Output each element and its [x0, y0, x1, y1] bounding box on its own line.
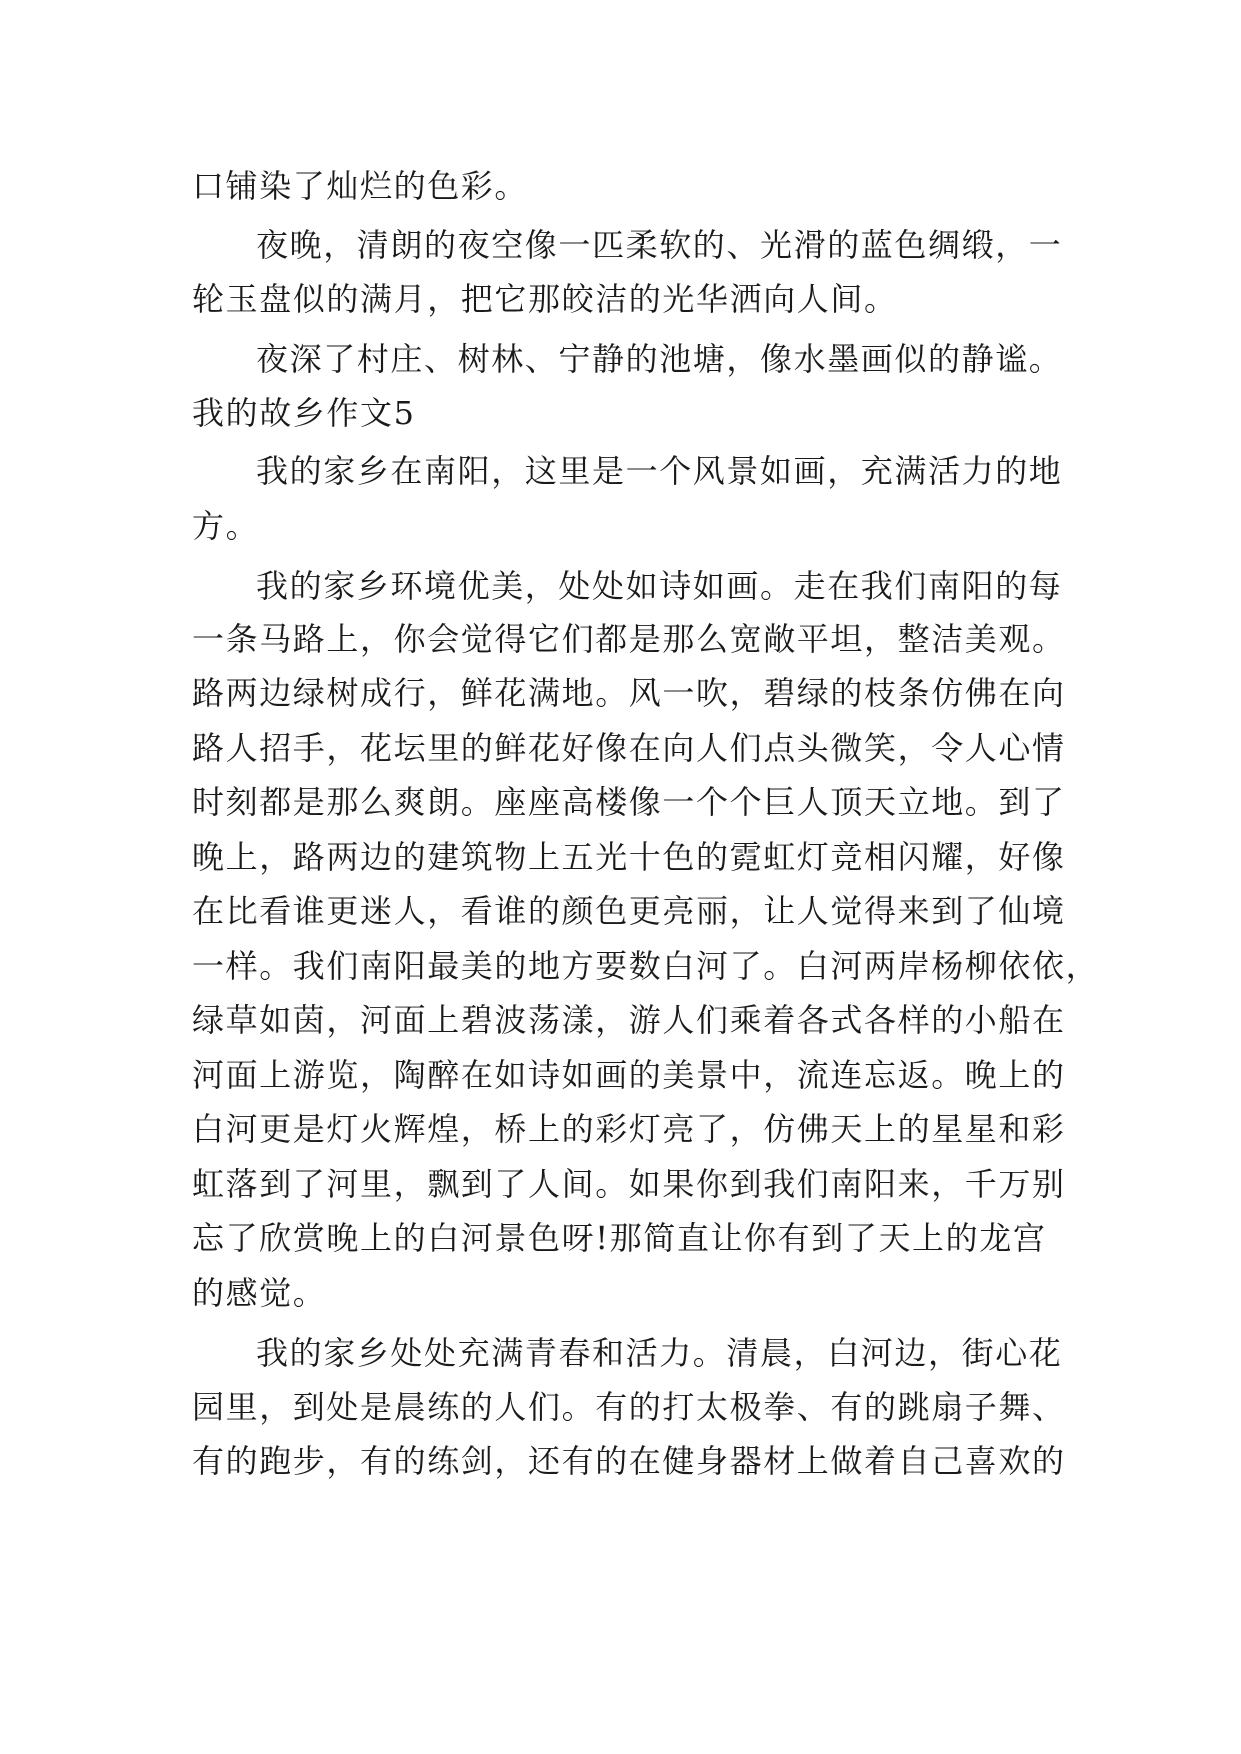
text-line: 在比看谁更迷人，看谁的颜色更亮丽，让人觉得来到了仙境: [192, 892, 1066, 930]
text-line: 忘了欣赏晚上的白河景色呀!那简直让你有到了天上的龙宫: [192, 1219, 1047, 1257]
text-line: 一条马路上，你会觉得它们都是那么宽敞平坦，整洁美观。: [192, 620, 1066, 658]
text-line: 时刻都是那么爽朗。座座高楼像一个个巨人顶天立地。到了: [192, 783, 1066, 821]
paragraph-line: 夜深了村庄、树林、宁静的池塘，像水墨画似的静谧。: [256, 340, 1063, 378]
text-line: 园里，到处是晨练的人们。有的打太极拳、有的跳扇子舞、: [192, 1388, 1066, 1426]
text-line: 有的跑步，有的练剑，还有的在健身器材上做着自己喜欢的: [192, 1442, 1066, 1480]
text-line: 轮玉盘似的满月，把它那皎洁的光华洒向人间。: [192, 280, 898, 318]
paragraph-line: 我的家乡处处充满青春和活力。清晨，白河边，街心花: [256, 1334, 1063, 1372]
paragraph-line: 我的家乡在南阳，这里是一个风景如画，充满活力的地: [256, 452, 1063, 490]
text-line: 虹落到了河里，飘到了人间。如果你到我们南阳来，千万别: [192, 1165, 1066, 1203]
text-line: 方。: [192, 507, 260, 545]
text-line: 路两边绿树成行，鲜花满地。风一吹，碧绿的枝条仿佛在向: [192, 674, 1066, 712]
text-line: 河面上游览，陶醉在如诗如画的美景中，流连忘返。晚上的: [192, 1056, 1066, 1094]
text-line: 口铺染了灿烂的色彩。: [192, 167, 529, 205]
paragraph-line: 我的家乡环境优美，处处如诗如画。走在我们南阳的每: [256, 567, 1063, 605]
text-line: 白河更是灯火辉煌，桥上的彩灯亮了，仿佛天上的星星和彩: [192, 1110, 1066, 1148]
paragraph-line: 夜晚，清朗的夜空像一匹柔软的、光滑的蓝色绸缎，一: [256, 226, 1063, 264]
text-line: 路人招手，花坛里的鲜花好像在向人们点头微笑，令人心情: [192, 729, 1066, 767]
section-heading: 我的故乡作文5: [192, 394, 416, 432]
text-line: 一样。我们南阳最美的地方要数白河了。白河两岸杨柳依依，: [192, 947, 1100, 985]
text-line: 绿草如茵，河面上碧波荡漾，游人们乘着各式各样的小船在: [192, 1001, 1066, 1039]
text-line: 晚上，路两边的建筑物上五光十色的霓虹灯竞相闪耀，好像: [192, 838, 1066, 876]
text-line: 的感觉。: [192, 1274, 327, 1312]
